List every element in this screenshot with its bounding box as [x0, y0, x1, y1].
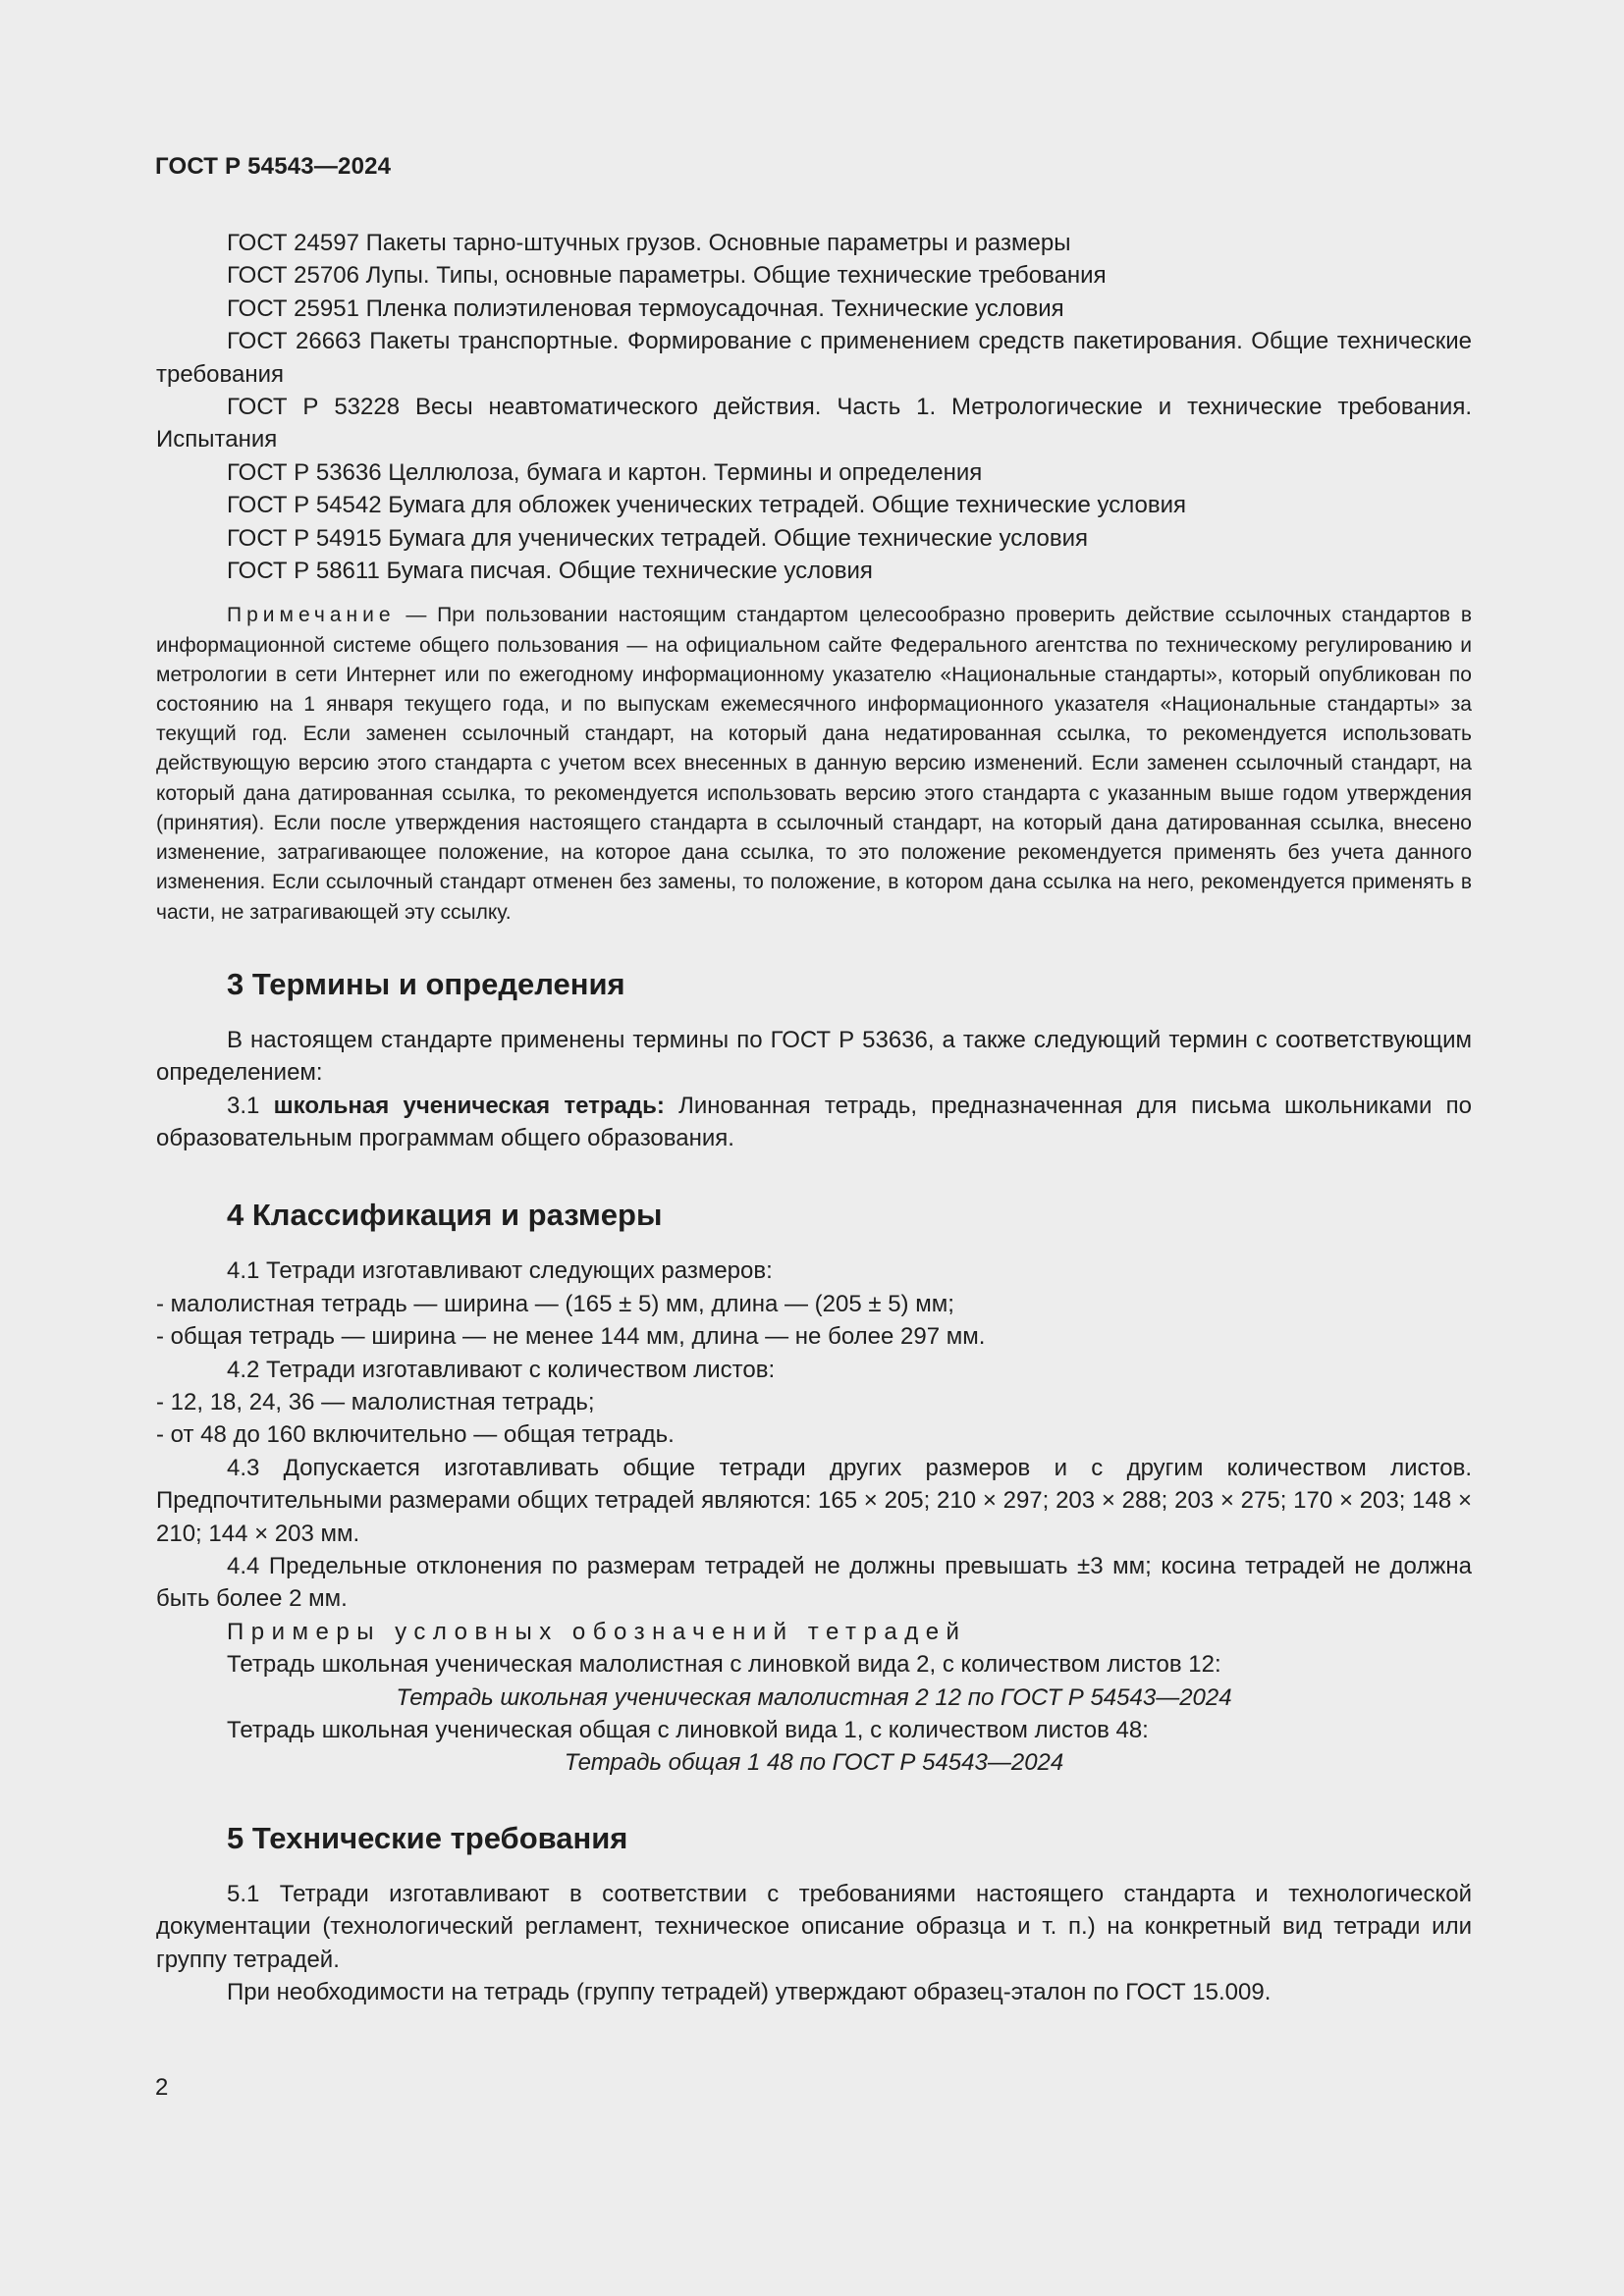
term-name: школьная ученическая тетрадь:	[273, 1092, 665, 1119]
term-definition-text: Линованная тетрадь, предназначенная для письма школьниками по образовательным программам общего образования.	[156, 1092, 1473, 1151]
list-item: - малолистная тетрадь — ширина — (165 ± 5) мм, длина — (205 ± 5) мм;	[156, 1290, 954, 1317]
reference-item: ГОСТ 26663 Пакеты транспортные. Формирование с применением средств пакетирования. Общие технические требования	[156, 328, 1472, 388]
list-item: - 12, 18, 24, 36 — малолистная тетрадь;	[156, 1388, 595, 1415]
normative-references-list	[156, 227, 1472, 587]
section-3-heading: 3 Термины и определения	[227, 966, 625, 1001]
reference-item: ГОСТ Р 53636 Целлюлоза, бумага и картон. Термины и определения	[227, 458, 983, 486]
note-text: — При пользовании настоящим стандартом целесообразно проверить действие ссылочных стандартов в информационной системе общего пользования — на официальном сайте Федерального агентства по техническому регулированию и метрологии в сети Интернет или по ежегодному информационному указателю «Национальные стандарты», который опубликован по состоянию на 1 января текущего года, и по выпускам ежемесячного информационного указателя «Национальные стандарты» за текущий год. Если заменен ссылочный стандарт, на который дана недатированная ссылка, то рекомендуется использовать действующую версию этого стандарта с учетом всех внесенных в данную версию изменений. Если заменен ссылочный стандарт, на который дана датированная ссылка, то рекомендуется использовать версию этого стандарта с указанным выше годом утверждения (принятия). Если после утверждения настоящего стандарта в ссылочный стандарт, на который дана датированная ссылка, внесено изменение, затрагивающее положение, на которое дана ссылка, то это положение рекомендуется применять без учета данного изменения. Если ссылочный стандарт отменен без замены, то положение, в котором дана ссылка на него, рекомендуется применять в части, не затрагивающей эту ссылку.	[156, 604, 1472, 924]
reference-item: ГОСТ 25951 Пленка полиэтиленовая термоусадочная. Технические условия	[227, 294, 1064, 322]
section-5-heading: 5 Технические требования	[227, 1820, 628, 1855]
clause-5-1-continued: При необходимости на тетрадь (группу тетрадей) утверждают образец-эталон по ГОСТ 15.009.	[227, 1979, 1272, 2006]
section-4-heading: 4 Классификация и размеры	[227, 1198, 663, 1233]
example-1-description: Тетрадь школьная ученическая малолистная с линовкой вида 2, с количеством листов 12:	[227, 1651, 1221, 1679]
note-label: Примечание	[227, 604, 396, 627]
term-number: 3.1	[227, 1092, 274, 1119]
example-2-description: Тетрадь школьная ученическая общая с линовкой вида 1, с количеством листов 48:	[227, 1717, 1149, 1744]
reference-item: ГОСТ 24597 Пакеты тарно-штучных грузов. Основные параметры и размеры	[227, 230, 1071, 256]
reference-item: ГОСТ Р 53228 Весы неавтоматического действия. Часть 1. Метрологические и технические требования. Испытания	[156, 394, 1472, 454]
clause-line: 4.2 Тетради изготавливают с количеством листов:	[227, 1356, 776, 1383]
clause-5-1: 5.1 Тетради изготавливают в соответствии с требованиями настоящего стандарта и технологической документации (технологический регламент, техническое описание образца и т. п.) на конкретный вид тетради или группу тетрадей.	[156, 1880, 1472, 1973]
example-2-designation: Тетрадь общая 1 48 по ГОСТ Р 54543—2024	[564, 1749, 1064, 1777]
term-definition	[156, 1090, 1472, 1155]
reference-item: ГОСТ Р 54915 Бумага для ученических тетрадей. Общие технические условия	[227, 524, 1089, 552]
clause-4-4: 4.4 Предельные отклонения по размерам тетрадей не должны превышать ±3 мм; косина тетрадей не должна быть более 2 мм.	[156, 1552, 1472, 1613]
page-content	[156, 227, 1472, 2008]
reference-item: ГОСТ Р 54542 Бумага для обложек ученических тетрадей. Общие технические условия	[227, 492, 1186, 519]
document-id-header: ГОСТ Р 54543—2024	[155, 153, 392, 180]
example-1-designation: Тетрадь школьная ученическая малолистная 2 12 по ГОСТ Р 54543—2024	[396, 1683, 1232, 1711]
list-item: - общая тетрадь — ширина — не менее 144 мм, длина — не более 297 мм.	[156, 1323, 986, 1351]
reference-item: ГОСТ Р 58611 Бумага писчая. Общие технические условия	[227, 558, 873, 585]
clause-line: 4.1 Тетради изготавливают следующих размеров:	[227, 1257, 773, 1285]
note-paragraph	[156, 601, 1472, 927]
section-3-intro: В настоящем стандарте применены термины по ГОСТ Р 53636, а также следующий термин с соответствующим определением:	[156, 1026, 1472, 1087]
list-item: - от 48 до 160 включительно — общая тетрадь.	[156, 1421, 675, 1449]
examples-title: Примеры условных обозначений тетрадей	[227, 1618, 967, 1645]
reference-item: ГОСТ 25706 Лупы. Типы, основные параметры. Общие технические требования	[227, 262, 1107, 290]
clause-4-3: 4.3 Допускается изготавливать общие тетради других размеров и с другим количеством листов. Предпочтительными размерами общих тетрадей являются: 165 × 205; 210 × 297; 203 × 288; 203 × 275; 170 × 203; 148 × 210; 144 × 203 мм.	[156, 1454, 1472, 1547]
page-number: 2	[155, 2074, 169, 2101]
